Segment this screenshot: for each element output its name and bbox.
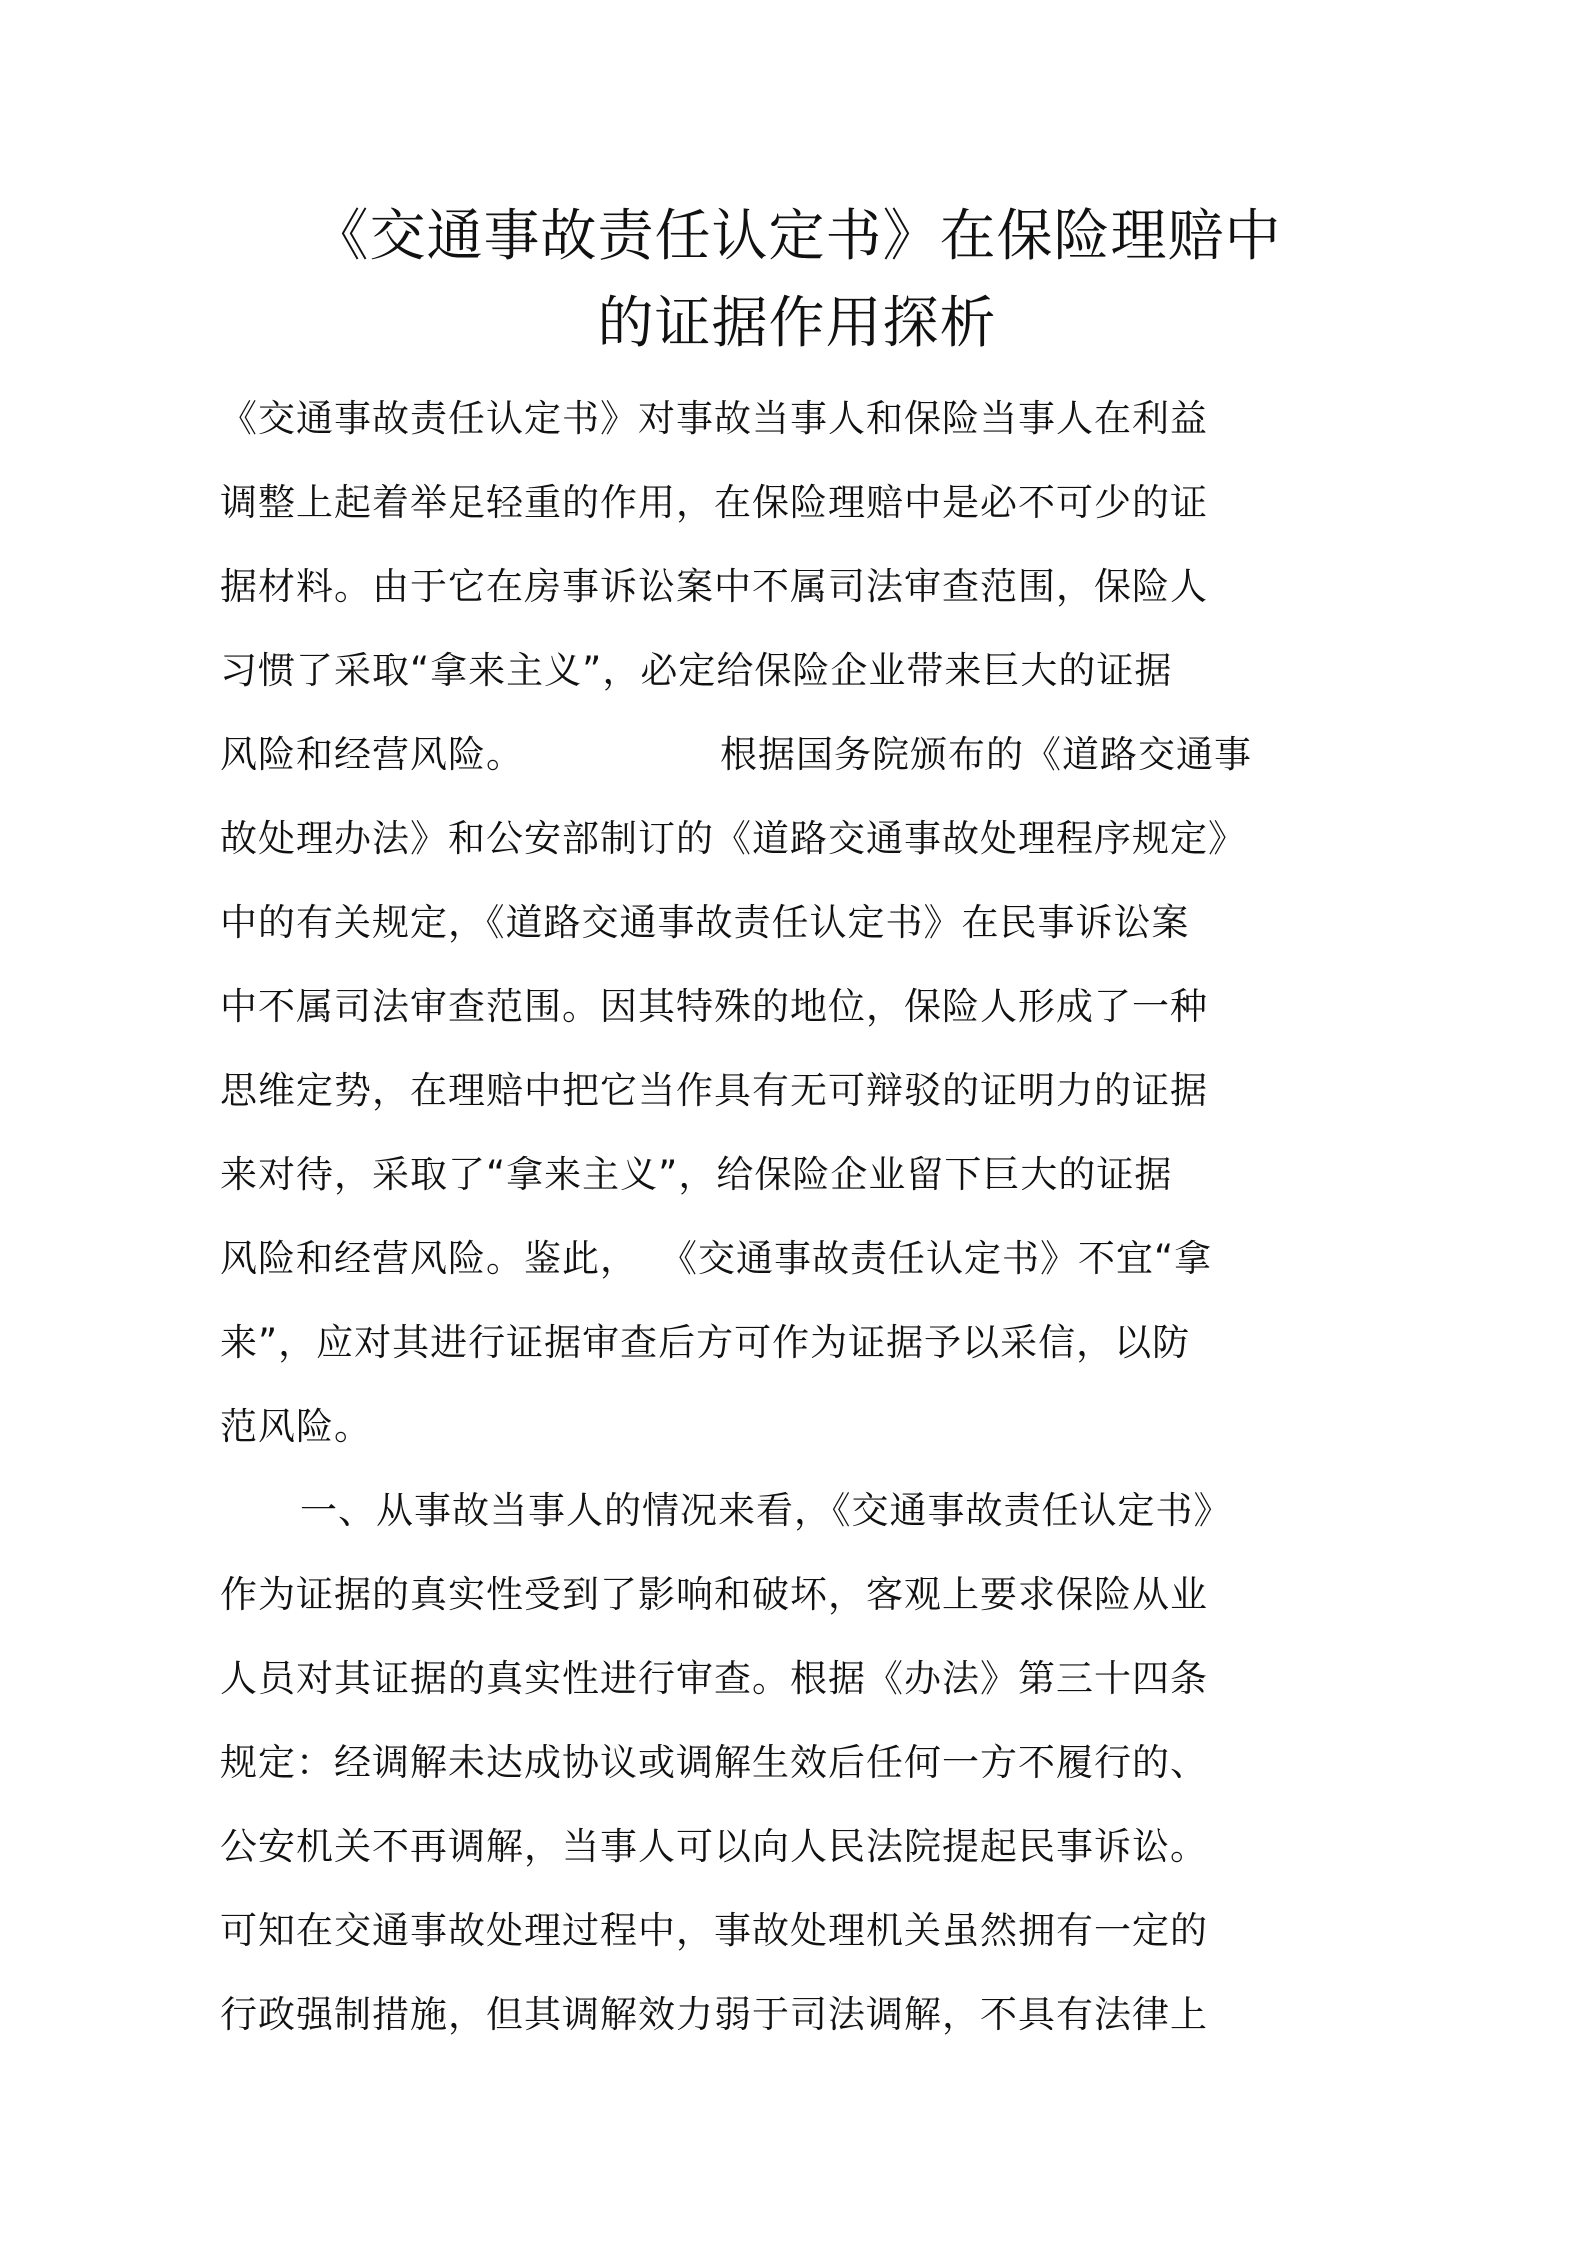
paragraph-1-line-5a: 风险和经营风险。 <box>220 733 524 776</box>
paragraph-2-line-5: 公安机关不再调解，当事人可以向人民法院提起民事诉讼。 <box>220 1825 1208 1868</box>
document-title-line-1: 《交通事故责任认定书》在保险理赔中 <box>312 204 1282 269</box>
paragraph-2-line-7: 行政强制措施，但其调解效力弱于司法调解，不具有法律上 <box>220 1993 1208 2036</box>
paragraph-1-line-2: 调整上起着举足轻重的作用，在保险理赔中是必不可少的证 <box>220 481 1208 524</box>
paragraph-1-line-6: 故处理办法》和公安部制订的《道路交通事故处理程序规定》 <box>220 817 1246 860</box>
paragraph-2-line-4: 规定：经调解未达成协议或调解生效后任何一方不履行的、 <box>220 1741 1208 1784</box>
paragraph-1-line-7: 中的有关规定，《道路交通事故责任认定书》在民事诉讼案 <box>220 901 1190 944</box>
paragraph-1-line-11b: 《交通事故责任认定书》不宜“拿 <box>660 1237 1213 1280</box>
paragraph-1-line-9: 思维定势，在理赔中把它当作具有无可辩驳的证明力的证据 <box>220 1069 1208 1112</box>
paragraph-2-line-2: 作为证据的真实性受到了影响和破坏，客观上要求保险从业 <box>220 1573 1208 1616</box>
paragraph-1-line-8: 中不属司法审查范围。因其特殊的地位，保险人形成了一种 <box>220 985 1208 1028</box>
paragraph-2-line-1: 一、从事故当事人的情况来看，《交通事故责任认定书》 <box>300 1489 1232 1532</box>
paragraph-1-line-1: 《交通事故责任认定书》对事故当事人和保险当事人在利益 <box>220 397 1208 440</box>
paragraph-1-line-3: 据材料。由于它在房事诉讼案中不属司法审查范围，保险人 <box>220 565 1208 608</box>
paragraph-1-line-11a: 风险和经营风险。鉴此， <box>220 1237 638 1280</box>
paragraph-2-line-3: 人员对其证据的真实性进行审查。根据《办法》第三十四条 <box>220 1657 1208 1700</box>
paragraph-1-line-4: 习惯了采取“拿来主义”，必定给保险企业带来巨大的证据 <box>220 649 1173 692</box>
paragraph-1-line-12: 来”，应对其进行证据审查后方可作为证据予以采信，以防 <box>220 1321 1191 1364</box>
document-title-line-2: 的证据作用探析 <box>597 291 997 356</box>
paragraph-2-line-6: 可知在交通事故处理过程中，事故处理机关虽然拥有一定的 <box>220 1909 1208 1952</box>
paragraph-1-line-13: 范风险。 <box>220 1405 372 1448</box>
paragraph-1-line-5b: 根据国务院颁布的《道路交通事 <box>720 733 1252 776</box>
paragraph-1-line-10: 来对待，采取了“拿来主义”，给保险企业留下巨大的证据 <box>220 1153 1173 1196</box>
